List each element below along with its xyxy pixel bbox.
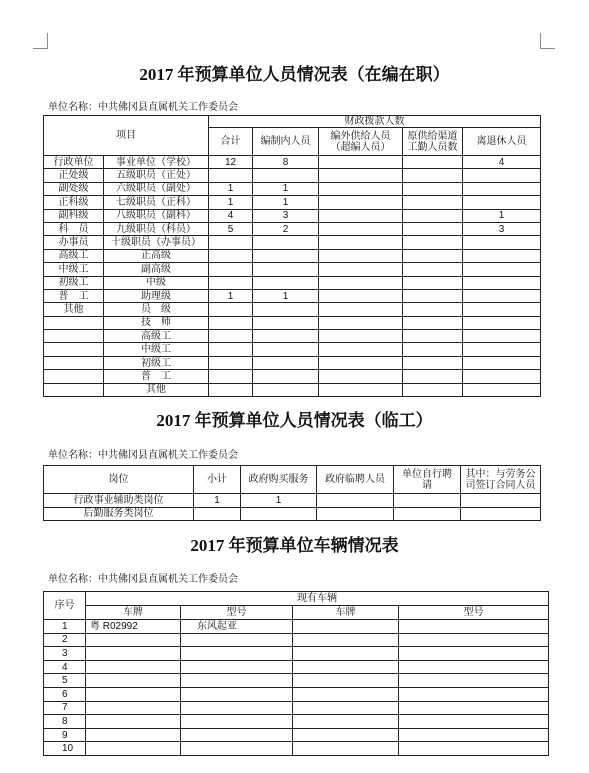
total-count-cell: [209, 169, 253, 182]
model-cell: [399, 620, 549, 634]
plate-cell: [86, 701, 181, 715]
model-cell: [399, 715, 549, 729]
admin-rank-cell: 正科级: [44, 196, 104, 209]
plate-cell: [293, 620, 399, 634]
retired-count-cell: [463, 169, 541, 182]
model-cell: [399, 687, 549, 701]
model-cell: [181, 742, 293, 756]
worker-count-cell: [403, 209, 463, 222]
plate-header: 车牌: [86, 606, 181, 620]
admin-rank-cell: [44, 356, 104, 369]
worker-count-cell: [403, 330, 463, 343]
extra-quota-count-cell: [319, 169, 403, 182]
total-count-cell: [209, 343, 253, 356]
institution-rank-cell: 高级工: [104, 330, 209, 343]
temp-unit-name: 单位名称：中共佛冈县直属机关工作委员会: [48, 450, 238, 461]
temp-table-header: [44, 466, 541, 494]
total-count-cell: [209, 316, 253, 329]
vehicle-row: [44, 715, 549, 729]
staff-row: [44, 196, 541, 209]
retired-count-cell: [463, 236, 541, 249]
total-count-cell: [209, 249, 253, 262]
total-count-cell: 4: [209, 209, 253, 222]
vehicle-row: [44, 674, 549, 688]
institution-rank-cell: 中级: [104, 276, 209, 289]
staff-row: [44, 169, 541, 182]
plate-header: 车牌: [293, 606, 399, 620]
institution-rank-cell: 九级职员（科员）: [104, 222, 209, 235]
staff-row: [44, 249, 541, 262]
staff-row: [44, 236, 541, 249]
institution-rank-cell: 六级职员（副处）: [104, 182, 209, 195]
total-count-cell: 12: [209, 156, 253, 169]
plate-cell: [293, 647, 399, 661]
retired-count-cell: [463, 249, 541, 262]
worker-count-cell: [403, 182, 463, 195]
retired-count-cell: [463, 343, 541, 356]
model-cell: [399, 742, 549, 756]
worker-count-cell: [403, 156, 463, 169]
in-quota-count-cell: [253, 343, 319, 356]
worker-count-cell: [403, 169, 463, 182]
plate-cell: [86, 687, 181, 701]
model-header: 型号: [181, 606, 293, 620]
index-header: 序号: [44, 592, 86, 620]
index-cell: 7: [44, 701, 86, 715]
in-quota-count-cell: 1: [253, 289, 319, 302]
extra-quota-count-cell: [319, 343, 403, 356]
index-cell: 9: [44, 728, 86, 742]
original-channel-worker-header: 原供给渠道 工勤人员数: [403, 128, 463, 156]
institution-rank-cell: 事业单位（学校）: [104, 156, 209, 169]
total-count-cell: [209, 263, 253, 276]
model-cell: [399, 728, 549, 742]
vehicle-row: [44, 647, 549, 661]
extra-quota-count-cell: [319, 196, 403, 209]
model-cell: [399, 674, 549, 688]
worker-count-cell: [403, 383, 463, 396]
in-quota-count-cell: [253, 356, 319, 369]
model-cell: [181, 674, 293, 688]
self-hired-cell: [394, 494, 461, 508]
retired-count-cell: [463, 316, 541, 329]
staff-row: [44, 289, 541, 302]
retired-count-cell: [463, 182, 541, 195]
government-purchase-cell: 1: [241, 494, 317, 508]
model-cell: [399, 701, 549, 715]
total-count-cell: [209, 330, 253, 343]
worker-count-cell: [403, 303, 463, 316]
item-header: 项目: [44, 116, 209, 156]
government-temp-hire-header: 政府临聘人员: [317, 466, 394, 494]
staff-table: [43, 115, 541, 397]
staff-table-header: [44, 116, 541, 156]
vehicle-row: [44, 701, 549, 715]
extra-quota-count-cell: [319, 303, 403, 316]
admin-rank-cell: 高级工: [44, 249, 104, 262]
staff-row: [44, 263, 541, 276]
index-cell: 10: [44, 742, 86, 756]
index-cell: 2: [44, 633, 86, 647]
institution-rank-cell: 普 工: [104, 370, 209, 383]
staff-row: [44, 330, 541, 343]
staff-row: [44, 209, 541, 222]
plate-cell: [293, 728, 399, 742]
staff-row: [44, 343, 541, 356]
admin-rank-cell: [44, 343, 104, 356]
in-quota-count-cell: 1: [253, 196, 319, 209]
in-quota-count-cell: [253, 276, 319, 289]
total-count-cell: [209, 303, 253, 316]
in-quota-count-cell: [253, 303, 319, 316]
retired-count-cell: [463, 370, 541, 383]
model-cell: [181, 660, 293, 674]
institution-rank-cell: 五级职员（正处）: [104, 169, 209, 182]
staff-row: [44, 222, 541, 235]
worker-count-cell: [403, 289, 463, 302]
top-left-margin-mark: [33, 33, 48, 49]
admin-rank-cell: 科 员: [44, 222, 104, 235]
plate-cell: [293, 687, 399, 701]
staff-row: [44, 276, 541, 289]
extra-quota-count-cell: [319, 249, 403, 262]
institution-rank-cell: 正高级: [104, 249, 209, 262]
vehicle-row: [44, 620, 549, 634]
in-quota-count-cell: [253, 236, 319, 249]
plate-cell: [293, 633, 399, 647]
worker-count-cell: [403, 236, 463, 249]
total-count-cell: [209, 276, 253, 289]
extra-quota-count-cell: [319, 156, 403, 169]
institution-rank-cell: 助理级: [104, 289, 209, 302]
header-row: [44, 606, 549, 620]
institution-rank-cell: 其他: [104, 383, 209, 396]
worker-count-cell: [403, 249, 463, 262]
institution-rank-cell: 中级工: [104, 343, 209, 356]
temp-workers-table: [43, 465, 541, 521]
temp-table-title: 2017 年预算单位人员情况表（临工）: [156, 411, 433, 430]
vehicle-unit-name: 单位名称：中共佛冈县直属机关工作委员会: [48, 574, 238, 585]
temp-row: [44, 507, 541, 521]
vehicle-table-title: 2017 年预算单位车辆情况表: [190, 536, 399, 555]
extra-quota-count-cell: [319, 356, 403, 369]
worker-count-cell: [403, 222, 463, 235]
total-count-cell: 1: [209, 182, 253, 195]
staff-row: [44, 182, 541, 195]
extra-quota-count-cell: [319, 222, 403, 235]
retired-count-cell: [463, 276, 541, 289]
admin-rank-cell: [44, 330, 104, 343]
extra-quota-count-cell: [319, 263, 403, 276]
staff-table-body: [44, 156, 541, 397]
worker-count-cell: [403, 196, 463, 209]
index-cell: 3: [44, 647, 86, 661]
model-cell: [181, 647, 293, 661]
model-cell: [399, 633, 549, 647]
institution-rank-cell: 技 师: [104, 316, 209, 329]
retired-count-cell: [463, 303, 541, 316]
post-cell: 行政事业辅助类岗位: [44, 494, 194, 508]
extra-quota-count-cell: [319, 182, 403, 195]
in-quota-count-cell: [253, 169, 319, 182]
worker-count-cell: [403, 370, 463, 383]
total-count-cell: 1: [209, 196, 253, 209]
staff-row: [44, 316, 541, 329]
worker-count-cell: [403, 316, 463, 329]
admin-rank-cell: 普 工: [44, 289, 104, 302]
fiscal-headcount-header: 财政拨款人数: [209, 116, 541, 128]
retired-count-cell: 4: [463, 156, 541, 169]
model-cell: [399, 660, 549, 674]
staff-row: [44, 356, 541, 369]
admin-rank-cell: [44, 316, 104, 329]
header-row: [44, 466, 541, 494]
total-count-cell: 1: [209, 289, 253, 302]
total-count-cell: [209, 356, 253, 369]
total-header: 合计: [209, 128, 253, 156]
plate-cell: [293, 660, 399, 674]
plate-cell: [86, 674, 181, 688]
institution-rank-cell: 副高级: [104, 263, 209, 276]
total-count-cell: [209, 383, 253, 396]
vehicle-table-header: [44, 592, 549, 620]
retired-count-cell: 3: [463, 222, 541, 235]
extra-quota-count-cell: [319, 330, 403, 343]
institution-rank-cell: 十级职员（办事员）: [104, 236, 209, 249]
plate-cell: [86, 728, 181, 742]
retired-count-cell: [463, 263, 541, 276]
total-count-cell: [209, 236, 253, 249]
model-cell: [181, 715, 293, 729]
admin-rank-cell: 行政单位: [44, 156, 104, 169]
admin-rank-cell: 办事员: [44, 236, 104, 249]
labor-company-contract-cell: [461, 494, 541, 508]
admin-rank-cell: 副处级: [44, 182, 104, 195]
extra-quota-header: 编外供给人员 （超编人员）: [319, 128, 403, 156]
staff-row: [44, 370, 541, 383]
government-purchase-header: 政府购买服务: [241, 466, 317, 494]
top-right-margin-mark: [540, 33, 555, 49]
temp-table-body: [44, 494, 541, 521]
index-cell: 1: [44, 620, 86, 634]
admin-rank-cell: 中级工: [44, 263, 104, 276]
extra-quota-count-cell: [319, 276, 403, 289]
plate-cell: [293, 742, 399, 756]
extra-quota-count-cell: [319, 316, 403, 329]
post-cell: 后勤服务类岗位: [44, 507, 194, 521]
staff-row: [44, 303, 541, 316]
admin-rank-cell: 其他: [44, 303, 104, 316]
in-quota-count-cell: [253, 263, 319, 276]
extra-quota-count-cell: [319, 289, 403, 302]
plate-cell: [86, 715, 181, 729]
institution-rank-cell: 员 级: [104, 303, 209, 316]
existing-vehicles-header: 现有车辆: [86, 592, 549, 606]
index-cell: 6: [44, 687, 86, 701]
worker-count-cell: [403, 356, 463, 369]
retired-count-cell: [463, 196, 541, 209]
model-cell: [181, 701, 293, 715]
post-header: 岗位: [44, 466, 194, 494]
plate-cell: [293, 674, 399, 688]
plate-cell: [293, 701, 399, 715]
in-quota-count-cell: [253, 370, 319, 383]
plate-cell: [293, 715, 399, 729]
vehicle-table: [43, 591, 549, 756]
in-quota-count-cell: 3: [253, 209, 319, 222]
admin-rank-cell: 初级工: [44, 276, 104, 289]
in-quota-count-cell: [253, 249, 319, 262]
in-quota-header: 编制内人员: [253, 128, 319, 156]
total-count-cell: [209, 370, 253, 383]
in-quota-count-cell: [253, 383, 319, 396]
in-quota-count-cell: [253, 316, 319, 329]
labor-company-contract-cell: [461, 507, 541, 521]
government-purchase-cell: [241, 507, 317, 521]
plate-cell: [86, 742, 181, 756]
self-hired-header: 单位自行聘 请: [394, 466, 461, 494]
government-temp-hire-cell: [317, 507, 394, 521]
vehicle-row: [44, 742, 549, 756]
plate-cell: [86, 647, 181, 661]
header-row: [44, 592, 549, 606]
retired-count-cell: [463, 289, 541, 302]
in-quota-count-cell: 8: [253, 156, 319, 169]
index-cell: 5: [44, 674, 86, 688]
model-cell: [181, 633, 293, 647]
plate-cell: [86, 660, 181, 674]
institution-rank-cell: 七级职员（正科）: [104, 196, 209, 209]
institution-rank-cell: 八级职员（副科）: [104, 209, 209, 222]
extra-quota-count-cell: [319, 383, 403, 396]
extra-quota-count-cell: [319, 236, 403, 249]
admin-rank-cell: 副科级: [44, 209, 104, 222]
vehicle-row: [44, 633, 549, 647]
labor-company-contract-header: 其中：与劳务公 司签订合同人员: [461, 466, 541, 494]
header-row: [44, 116, 541, 128]
index-cell: 4: [44, 660, 86, 674]
plate-cell: [86, 633, 181, 647]
index-cell: 8: [44, 715, 86, 729]
worker-count-cell: [403, 343, 463, 356]
vehicle-table-body: [44, 620, 549, 756]
vehicle-row: [44, 728, 549, 742]
worker-count-cell: [403, 276, 463, 289]
subtotal-cell: 1: [194, 494, 241, 508]
in-quota-count-cell: 2: [253, 222, 319, 235]
vehicle-row: [44, 660, 549, 674]
retired-count-cell: [463, 383, 541, 396]
vehicle-row: [44, 687, 549, 701]
temp-row: [44, 494, 541, 508]
subtotal-cell: [194, 507, 241, 521]
retired-header: 离退休人员: [463, 128, 541, 156]
plate-cell: 粤 R02992: [86, 620, 181, 634]
staff-unit-name: 单位名称：中共佛冈县直属机关工作委员会: [48, 102, 238, 113]
admin-rank-cell: 正处级: [44, 169, 104, 182]
staff-row: [44, 383, 541, 396]
model-header: 型号: [399, 606, 549, 620]
self-hired-cell: [394, 507, 461, 521]
retired-count-cell: [463, 330, 541, 343]
retired-count-cell: [463, 356, 541, 369]
retired-count-cell: 1: [463, 209, 541, 222]
total-count-cell: 5: [209, 222, 253, 235]
staff-row: [44, 156, 541, 169]
staff-table-title: 2017 年预算单位人员情况表（在编在职）: [139, 65, 450, 84]
extra-quota-count-cell: [319, 209, 403, 222]
model-cell: 东风起亚: [181, 620, 293, 634]
in-quota-count-cell: [253, 330, 319, 343]
subtotal-header: 小计: [194, 466, 241, 494]
institution-rank-cell: 初级工: [104, 356, 209, 369]
worker-count-cell: [403, 263, 463, 276]
admin-rank-cell: [44, 370, 104, 383]
admin-rank-cell: [44, 383, 104, 396]
model-cell: [181, 728, 293, 742]
government-temp-hire-cell: [317, 494, 394, 508]
model-cell: [399, 647, 549, 661]
in-quota-count-cell: 1: [253, 182, 319, 195]
model-cell: [181, 687, 293, 701]
extra-quota-count-cell: [319, 370, 403, 383]
